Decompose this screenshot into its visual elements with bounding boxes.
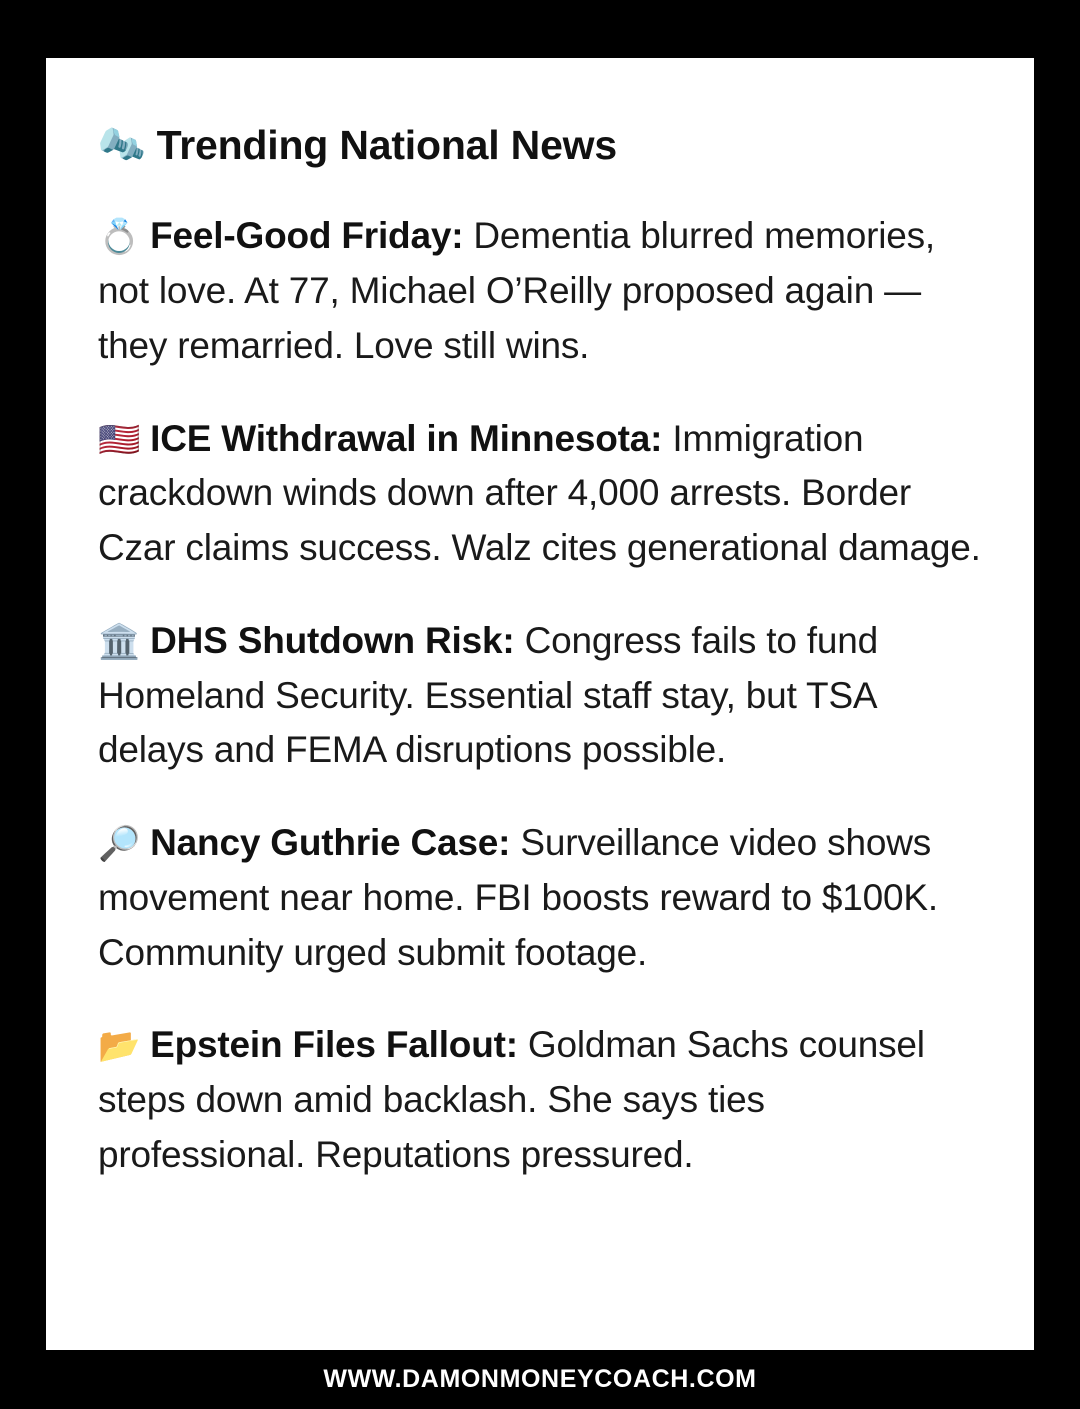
footer-bar: [46, 1350, 1034, 1409]
newspaper-rolled-icon: 🔩: [92, 118, 149, 173]
page-title-text: Trending National News: [156, 122, 617, 168]
news-item-body: Immigration crackdown winds down after 4,000 arrests. Border Czar claims success. Walz cites generational damage.: [98, 417, 981, 568]
open-folder-icon: 📂: [98, 1027, 141, 1066]
news-item: [98, 816, 982, 980]
magnifying-glass-icon: 🔎: [98, 825, 141, 863]
news-item-body: Congress fails to fund Homeland Security. Essential staff stay, but TSA delays and FEMA disruptions possible.: [98, 619, 879, 771]
news-item: [98, 209, 982, 373]
website-url: WWW.DAMONMONEYCOACH.COM: [323, 1365, 757, 1393]
news-item-lead: ICE Withdrawal in Minnesota:: [150, 417, 663, 459]
news-item-body: Dementia blurred memories, not love. At 77, Michael O’Reilly proposed again — they remarried. Love still wins.: [98, 215, 935, 366]
news-item-lead: Epstein Files Fallout:: [150, 1024, 518, 1066]
news-item-body: Goldman Sachs counsel steps down amid backlash. She says ties professional. Reputations pressured.: [98, 1024, 925, 1175]
news-item-lead: DHS Shutdown Risk:: [150, 619, 515, 661]
ring-icon: 💍: [98, 218, 141, 257]
us-flag-icon: 🇺🇸: [98, 420, 141, 459]
classical-building-icon: 🏛️: [98, 622, 141, 661]
news-item: [98, 1018, 982, 1182]
news-item: [98, 614, 982, 778]
news-card: [46, 58, 1034, 1350]
news-item: [98, 412, 982, 576]
news-item-body: Surveillance video shows movement near home. FBI boosts reward to $100K. Community urged submit footage.: [98, 822, 938, 973]
news-item-lead: Feel-Good Friday:: [150, 215, 464, 257]
news-item-lead: Nancy Guthrie Case:: [150, 822, 511, 863]
page-title: [92, 118, 982, 173]
